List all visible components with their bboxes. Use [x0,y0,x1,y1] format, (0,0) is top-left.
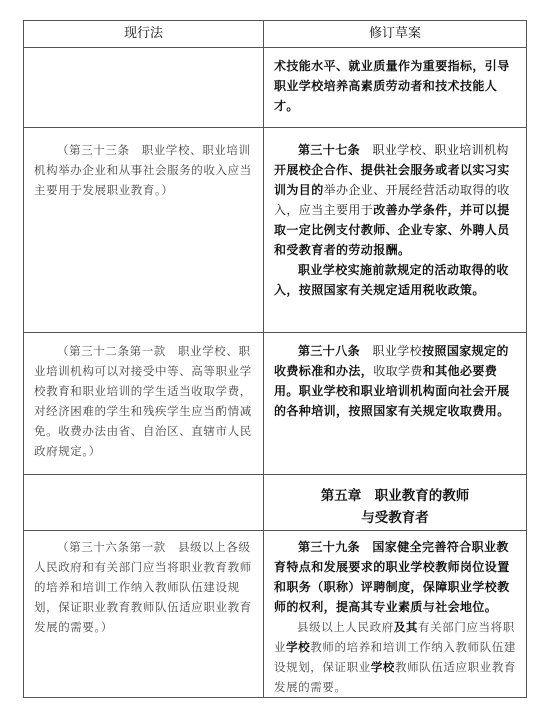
table-row [24,333,526,475]
draft-text-bold: 改善办学条件，并可以提取一定比例支付教师、企业专家、外聘人员和受教育者的劳动报酬。 [274,203,510,257]
draft-text-bold: 开展校企合作、提供社会服务或者以实习实训为目的 [274,163,510,197]
column-header-revision-draft [264,21,526,47]
column-header-label: 修订草案 [368,26,421,41]
table-header-row [24,21,526,48]
draft-paragraph: 第三十九条 国家健全完善符合职业教育特点和发展要求的职业学校教师岗位设置和职务（职称）评聘制度，保障职业学校教师的权利，提高其专业素质与社会地位。 [274,540,510,614]
draft-text-bold: 和其他必要费用。职业学校和职业培训机构面向社会开展的各种培训，按照国家有关规定收取费用。 [274,364,510,418]
revision-draft-cell [264,475,526,530]
draft-text: 术技能水平、就业质量作为重要指标，引导职业学校培养高素质劳动者和技术技能人才。 [274,59,510,113]
draft-text-bold: 及其 [393,620,419,634]
revision-draft-cell [264,333,526,474]
revision-draft-cell [264,128,526,332]
draft-paragraph [274,341,516,421]
draft-paragraph [274,140,516,260]
article-number: 第三十七条 [298,143,361,157]
current-law-cell [24,333,264,474]
table-row [24,531,526,697]
draft-text-plain: 教师的培养和培训工作纳入教师队伍建设规划，保证职业 [274,640,517,674]
draft-text-plain: 收取学费 [373,364,423,378]
current-law-text: （第三十二条第一款 职业学校、职业培训机构可以对接受中等、高等职业学校教育和职业培训的学生适当收取学费，对经济困难的学生和残疾学生应当酌情减免。收费办法由省、自治区、直辖市人民政府规定。） [34,344,252,458]
draft-paragraph [274,617,516,697]
draft-text-bold: 按照国家规定的收费标准和办法， [274,344,509,378]
draft-text-plain: 职业学校、职业培训机构 [372,143,509,157]
chapter-heading: 与受教育者 [361,510,429,526]
draft-text-bold: 学校 [370,660,396,674]
draft-text-plain: 职业学校 [372,344,423,358]
table-row [24,48,526,128]
column-header-current-law [24,21,264,47]
article-number: 第三十八条 [298,344,361,358]
current-law-text: （第三十六条第一款 县级以上各级人民政府和有关部门应当将职业教育教师的培养和培训工作纳入教师队伍建设规划，保证职业教育教师队伍适应职业教育发展的需要。） [34,540,252,634]
current-law-text: （第三十三条 职业学校、职业培训机构举办企业和从事社会服务的收入应当主要用于发展职业教育。） [34,143,252,197]
draft-text-plain: 举办企业、开展经营活动取得的收入，应当主要用于 [274,183,510,217]
draft-text-plain: 县级以上人民政府 [297,620,394,634]
draft-paragraph: 职业学校实施前款规定的活动取得的收入，按照国家有关规定适用税收政策。 [274,263,509,297]
current-law-cell [24,128,264,332]
chapter-heading: 第五章 职业教育的教师 [320,488,470,504]
comparison-table [23,20,527,698]
current-law-cell [24,531,264,697]
revision-draft-cell [264,531,526,697]
table-row [24,128,526,333]
draft-text-plain: 教师队伍适应职业教育发展的需要。 [274,660,517,694]
current-law-cell [24,475,264,530]
draft-text-bold: 学校 [286,640,311,654]
revision-draft-cell [264,48,526,127]
current-law-cell [24,48,264,127]
table-row [24,475,526,531]
column-header-label: 现行法 [123,26,163,41]
draft-text-plain: 有关部门应当将职业 [274,620,515,654]
